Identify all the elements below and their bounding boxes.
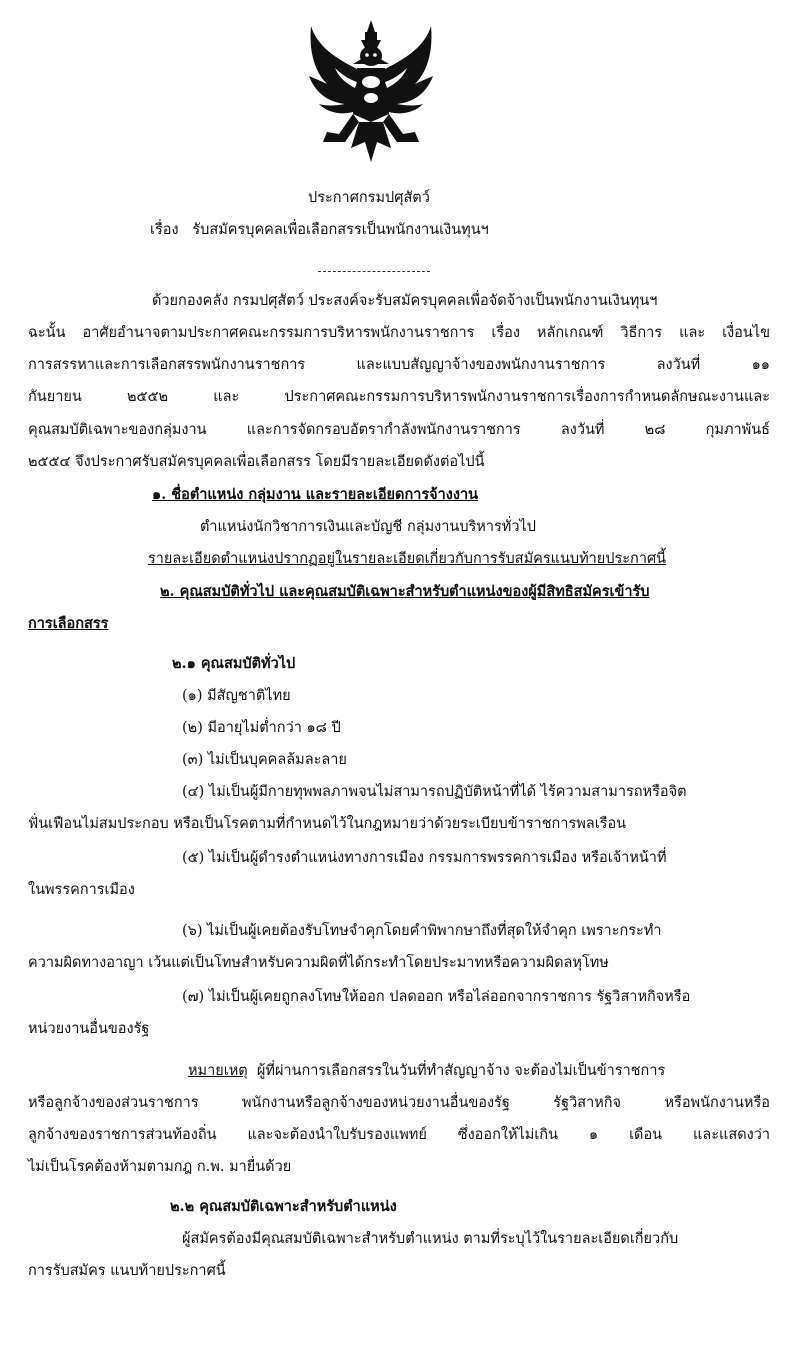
subject-label: เรื่อง [150,222,179,238]
qual-item-4-cont: ฟั่นเฟือนไม่สมประกอบ หรือเป็นโรคตามที่กำหนดไว้ในกฎหมายว่าด้วยระเบียบข้าราชการพลเรือน [28,816,627,832]
qual-item-5: (๕) ไม่เป็นผู้ดำรงตำแหน่งทางการเมือง กรรมการพรรคการเมือง หรือเจ้าหน้าที่ [182,850,667,866]
garuda-emblem-icon [305,18,437,166]
sub-2-2-heading: ๒.๒ คุณสมบัติเฉพาะสำหรับตำแหน่ง [170,1198,397,1215]
section-2-heading: ๒. คุณสมบัติทั่วไป และคุณสมบัติเฉพาะสำหรับตำแหน่งของผู้มีสิทธิสมัครเข้ารับ [160,583,650,600]
qual-item-5-cont: ในพรรคการเมือง [28,882,135,898]
qual-item-7: (๗) ไม่เป็นผู้เคยถูกลงโทษให้ออก ปลดออก หรือไล่ออกจากราชการ รัฐวิสาหกิจหรือ [182,989,691,1005]
intro-line-3: การสรรหาและการเลือกสรรพนักงานราชการ และแบบสัญญาจ้างของพนักงานราชการ ลงวันที่ ๑๑ [28,357,770,373]
intro-line-1: ด้วยกองคลัง กรมปศุสัตว์ ประสงค์จะรับสมัครบุคคลเพื่อจัดจ้างเป็นพนักงานเงินทุนฯ [152,293,658,309]
announcement-title: ประกาศกรมปศุสัตว์ [308,190,430,206]
intro-line-5: คุณสมบัติเฉพาะของกลุ่มงาน และการจัดกรอบอัตรากำลังพนักงานราชการ ลงวันที่ ๒๘ กุมภาพันธ์ [28,422,770,438]
sub-2-2-line-2: การรับสมัคร แนบท้ายประกาศนี้ [28,1263,226,1279]
qual-item-6: (๖) ไม่เป็นผู้เคยต้องรับโทษจำคุกโดยคำพิพากษาถึงที่สุดให้จำคุก เพราะกระทำ [182,923,662,939]
note-label: หมายเหตุ [188,1063,248,1079]
qual-item-2: (๒) มีอายุไม่ต่ำกว่า ๑๘ ปี [182,720,341,736]
note-text-1: ผู้ที่ผ่านการเลือกสรรในวันที่ทำสัญญาจ้าง จะต้องไม่เป็นข้าราชการ [256,1063,666,1079]
note-line-2: หรือลูกจ้างของส่วนราชการ พนักงานหรือลูกจ้างของหน่วยงานอื่นของรัฐ รัฐวิสาหกิจ หรือพนักงานหรือ [28,1095,770,1111]
header-divider [318,271,430,272]
section-1-heading: ๑. ชื่อตำแหน่ง กลุ่มงาน และรายละเอียดการจ้างงาน [152,486,479,503]
qual-item-7-cont: หน่วยงานอื่นของรัฐ [28,1021,150,1037]
qual-item-6-cont: ความผิดทางอาญา เว้นแต่เป็นโทษสำหรับความผิดที่ได้กระทำโดยประมาทหรือความผิดลหุโทษ [28,955,609,971]
subject-text: รับสมัครบุคคลเพื่อเลือกสรรเป็นพนักงานเงินทุนฯ [192,222,489,238]
intro-line-2: ฉะนั้น อาศัยอำนาจตามประกาศคณะกรรมการบริหารพนักงานราชการ เรื่อง หลักเกณฑ์ วิธีการ และ เงื่อนไข [28,325,770,341]
qual-item-4: (๔) ไม่เป็นผู้มีกายทุพพลภาพจนไม่สามารถปฏิบัติหน้าที่ได้ ไร้ความสามารถหรือจิต [182,784,687,800]
sub-2-2-line-1: ผู้สมัครต้องมีคุณสมบัติเฉพาะสำหรับตำแหน่ง ตามที่ระบุไว้ในรายละเอียดเกี่ยวกับ [182,1231,679,1247]
sub-2-1-heading: ๒.๑ คุณสมบัติทั่วไป [172,655,296,672]
note-line-4: ไม่เป็นโรคต้องห้ามตามกฎ ก.พ. มายื่นด้วย [28,1159,292,1175]
intro-line-4: กันยายน ๒๕๕๒ และ ประกาศคณะกรรมการบริหารพนักงานราชการเรื่องการกำหนดลักษณะงานและ [28,389,770,405]
position-line: ตำแหน่งนักวิชาการเงินและบัญชี กลุ่มงานบริหารทั่วไป [200,519,536,535]
qual-item-1: (๑) มีสัญชาติไทย [182,688,291,704]
note-line-3: ลูกจ้างของราชการส่วนท้องถิ่น และจะต้องนำใบรับรองแพทย์ ซึ่งออกให้ไม่เกิน ๑ เดือน และแสดงว่า [28,1127,770,1143]
subject-line [150,220,489,240]
intro-line-6: ๒๕๕๔ จึงประกาศรับสมัครบุคคลเพื่อเลือกสรร โดยมีรายละเอียดดังต่อไปนี้ [28,454,485,470]
details-note: รายละเอียดตำแหน่งปรากฏอยู่ในรายละเอียดเกี่ยวกับการรับสมัครแนบท้ายประกาศนี้ [148,551,667,567]
section-2-heading-cont: การเลือกสรร [28,615,109,632]
note-line-1 [188,1061,665,1081]
qual-item-3: (๓) ไม่เป็นบุคคลล้มละลาย [182,752,347,768]
